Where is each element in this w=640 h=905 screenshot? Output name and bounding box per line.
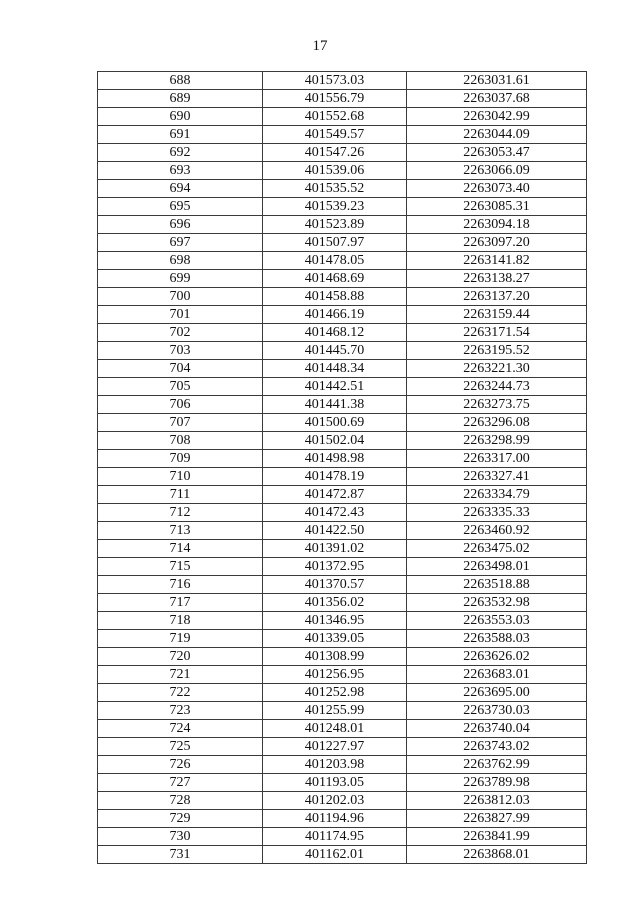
- x-coordinate-cell: 401370.57: [263, 576, 407, 594]
- point-number-cell: 688: [98, 72, 263, 90]
- x-coordinate-cell: 401556.79: [263, 90, 407, 108]
- point-number-cell: 702: [98, 324, 263, 342]
- table-row: [98, 558, 587, 576]
- table-row: [98, 630, 587, 648]
- point-number-cell: 718: [98, 612, 263, 630]
- y-coordinate-cell: 2263841.99: [407, 828, 587, 846]
- x-coordinate-cell: 401468.69: [263, 270, 407, 288]
- point-number-cell: 722: [98, 684, 263, 702]
- y-coordinate-cell: 2263094.18: [407, 216, 587, 234]
- point-number-cell: 729: [98, 810, 263, 828]
- page-number: 17: [312, 38, 328, 54]
- y-coordinate-cell: 2263195.52: [407, 342, 587, 360]
- point-number-cell: 692: [98, 144, 263, 162]
- y-coordinate-cell: 2263073.40: [407, 180, 587, 198]
- table-row: [98, 414, 587, 432]
- point-number-cell: 717: [98, 594, 263, 612]
- point-number-cell: 689: [98, 90, 263, 108]
- y-coordinate-cell: 2263518.88: [407, 576, 587, 594]
- point-number-cell: 731: [98, 846, 263, 864]
- point-number-cell: 701: [98, 306, 263, 324]
- x-coordinate-cell: 401472.87: [263, 486, 407, 504]
- x-coordinate-cell: 401502.04: [263, 432, 407, 450]
- point-number-cell: 698: [98, 252, 263, 270]
- table-row: [98, 720, 587, 738]
- table-row: [98, 468, 587, 486]
- y-coordinate-cell: 2263221.30: [407, 360, 587, 378]
- point-number-cell: 711: [98, 486, 263, 504]
- table-row: [98, 648, 587, 666]
- y-coordinate-cell: 2263138.27: [407, 270, 587, 288]
- y-coordinate-cell: 2263044.09: [407, 126, 587, 144]
- table-row: [98, 288, 587, 306]
- table-row: [98, 108, 587, 126]
- y-coordinate-cell: 2263827.99: [407, 810, 587, 828]
- table-row: [98, 738, 587, 756]
- x-coordinate-cell: 401194.96: [263, 810, 407, 828]
- table-row: [98, 522, 587, 540]
- y-coordinate-cell: 2263868.01: [407, 846, 587, 864]
- y-coordinate-cell: 2263298.99: [407, 432, 587, 450]
- x-coordinate-cell: 401162.01: [263, 846, 407, 864]
- x-coordinate-cell: 401252.98: [263, 684, 407, 702]
- table-row: [98, 324, 587, 342]
- x-coordinate-cell: 401500.69: [263, 414, 407, 432]
- table-row: [98, 504, 587, 522]
- table-row: [98, 612, 587, 630]
- y-coordinate-cell: 2263037.68: [407, 90, 587, 108]
- table-row: [98, 594, 587, 612]
- y-coordinate-cell: 2263588.03: [407, 630, 587, 648]
- x-coordinate-cell: 401507.97: [263, 234, 407, 252]
- table-row: [98, 234, 587, 252]
- y-coordinate-cell: 2263141.82: [407, 252, 587, 270]
- x-coordinate-cell: 401391.02: [263, 540, 407, 558]
- table-row: [98, 666, 587, 684]
- point-number-cell: 714: [98, 540, 263, 558]
- coordinates-table-body: [98, 72, 587, 864]
- y-coordinate-cell: 2263334.79: [407, 486, 587, 504]
- table-row: [98, 198, 587, 216]
- x-coordinate-cell: 401549.57: [263, 126, 407, 144]
- table-row: [98, 216, 587, 234]
- point-number-cell: 707: [98, 414, 263, 432]
- point-number-cell: 720: [98, 648, 263, 666]
- y-coordinate-cell: 2263053.47: [407, 144, 587, 162]
- table-row: [98, 270, 587, 288]
- table-row: [98, 378, 587, 396]
- y-coordinate-cell: 2263296.08: [407, 414, 587, 432]
- x-coordinate-cell: 401466.19: [263, 306, 407, 324]
- table-row: [98, 756, 587, 774]
- y-coordinate-cell: 2263460.92: [407, 522, 587, 540]
- y-coordinate-cell: 2263244.73: [407, 378, 587, 396]
- x-coordinate-cell: 401445.70: [263, 342, 407, 360]
- x-coordinate-cell: 401573.03: [263, 72, 407, 90]
- point-number-cell: 706: [98, 396, 263, 414]
- x-coordinate-cell: 401255.99: [263, 702, 407, 720]
- y-coordinate-cell: 2263273.75: [407, 396, 587, 414]
- x-coordinate-cell: 401478.19: [263, 468, 407, 486]
- x-coordinate-cell: 401256.95: [263, 666, 407, 684]
- y-coordinate-cell: 2263137.20: [407, 288, 587, 306]
- point-number-cell: 691: [98, 126, 263, 144]
- point-number-cell: 708: [98, 432, 263, 450]
- y-coordinate-cell: 2263475.02: [407, 540, 587, 558]
- y-coordinate-cell: 2263683.01: [407, 666, 587, 684]
- point-number-cell: 700: [98, 288, 263, 306]
- table-row: [98, 540, 587, 558]
- point-number-cell: 713: [98, 522, 263, 540]
- x-coordinate-cell: 401203.98: [263, 756, 407, 774]
- point-number-cell: 712: [98, 504, 263, 522]
- table-row: [98, 90, 587, 108]
- point-number-cell: 695: [98, 198, 263, 216]
- point-number-cell: 694: [98, 180, 263, 198]
- point-number-cell: 703: [98, 342, 263, 360]
- y-coordinate-cell: 2263066.09: [407, 162, 587, 180]
- y-coordinate-cell: 2263171.54: [407, 324, 587, 342]
- x-coordinate-cell: 401248.01: [263, 720, 407, 738]
- x-coordinate-cell: 401468.12: [263, 324, 407, 342]
- x-coordinate-cell: 401547.26: [263, 144, 407, 162]
- x-coordinate-cell: 401478.05: [263, 252, 407, 270]
- table-row: [98, 360, 587, 378]
- table-row: [98, 162, 587, 180]
- table-row: [98, 306, 587, 324]
- table-row: [98, 180, 587, 198]
- point-number-cell: 699: [98, 270, 263, 288]
- y-coordinate-cell: 2263740.04: [407, 720, 587, 738]
- table-row: [98, 342, 587, 360]
- x-coordinate-cell: 401448.34: [263, 360, 407, 378]
- y-coordinate-cell: 2263327.41: [407, 468, 587, 486]
- point-number-cell: 696: [98, 216, 263, 234]
- x-coordinate-cell: 401227.97: [263, 738, 407, 756]
- point-number-cell: 725: [98, 738, 263, 756]
- point-number-cell: 719: [98, 630, 263, 648]
- table-row: [98, 684, 587, 702]
- x-coordinate-cell: 401308.99: [263, 648, 407, 666]
- table-row: [98, 828, 587, 846]
- y-coordinate-cell: 2263762.99: [407, 756, 587, 774]
- x-coordinate-cell: 401458.88: [263, 288, 407, 306]
- table-row: [98, 72, 587, 90]
- point-number-cell: 690: [98, 108, 263, 126]
- table-row: [98, 252, 587, 270]
- x-coordinate-cell: 401523.89: [263, 216, 407, 234]
- y-coordinate-cell: 2263695.00: [407, 684, 587, 702]
- point-number-cell: 705: [98, 378, 263, 396]
- y-coordinate-cell: 2263031.61: [407, 72, 587, 90]
- x-coordinate-cell: 401356.02: [263, 594, 407, 612]
- x-coordinate-cell: 401441.38: [263, 396, 407, 414]
- y-coordinate-cell: 2263553.03: [407, 612, 587, 630]
- table-row: [98, 126, 587, 144]
- x-coordinate-cell: 401193.05: [263, 774, 407, 792]
- y-coordinate-cell: 2263085.31: [407, 198, 587, 216]
- point-number-cell: 715: [98, 558, 263, 576]
- y-coordinate-cell: 2263730.03: [407, 702, 587, 720]
- y-coordinate-cell: 2263498.01: [407, 558, 587, 576]
- x-coordinate-cell: 401202.03: [263, 792, 407, 810]
- y-coordinate-cell: 2263317.00: [407, 450, 587, 468]
- y-coordinate-cell: 2263626.02: [407, 648, 587, 666]
- point-number-cell: 724: [98, 720, 263, 738]
- x-coordinate-cell: 401339.05: [263, 630, 407, 648]
- x-coordinate-cell: 401552.68: [263, 108, 407, 126]
- x-coordinate-cell: 401372.95: [263, 558, 407, 576]
- point-number-cell: 716: [98, 576, 263, 594]
- point-number-cell: 723: [98, 702, 263, 720]
- y-coordinate-cell: 2263812.03: [407, 792, 587, 810]
- coordinates-table: [97, 71, 587, 864]
- table-row: [98, 792, 587, 810]
- y-coordinate-cell: 2263743.02: [407, 738, 587, 756]
- table-row: [98, 576, 587, 594]
- y-coordinate-cell: 2263042.99: [407, 108, 587, 126]
- table-row: [98, 774, 587, 792]
- x-coordinate-cell: 401472.43: [263, 504, 407, 522]
- y-coordinate-cell: 2263789.98: [407, 774, 587, 792]
- x-coordinate-cell: 401422.50: [263, 522, 407, 540]
- point-number-cell: 704: [98, 360, 263, 378]
- point-number-cell: 709: [98, 450, 263, 468]
- point-number-cell: 693: [98, 162, 263, 180]
- table-row: [98, 486, 587, 504]
- point-number-cell: 728: [98, 792, 263, 810]
- y-coordinate-cell: 2263532.98: [407, 594, 587, 612]
- y-coordinate-cell: 2263097.20: [407, 234, 587, 252]
- table-row: [98, 396, 587, 414]
- point-number-cell: 697: [98, 234, 263, 252]
- point-number-cell: 726: [98, 756, 263, 774]
- y-coordinate-cell: 2263335.33: [407, 504, 587, 522]
- point-number-cell: 730: [98, 828, 263, 846]
- table-row: [98, 450, 587, 468]
- x-coordinate-cell: 401442.51: [263, 378, 407, 396]
- table-row: [98, 810, 587, 828]
- x-coordinate-cell: 401498.98: [263, 450, 407, 468]
- x-coordinate-cell: 401174.95: [263, 828, 407, 846]
- table-row: [98, 702, 587, 720]
- point-number-cell: 710: [98, 468, 263, 486]
- point-number-cell: 721: [98, 666, 263, 684]
- x-coordinate-cell: 401535.52: [263, 180, 407, 198]
- y-coordinate-cell: 2263159.44: [407, 306, 587, 324]
- table-row: [98, 144, 587, 162]
- x-coordinate-cell: 401539.23: [263, 198, 407, 216]
- x-coordinate-cell: 401539.06: [263, 162, 407, 180]
- table-row: [98, 846, 587, 864]
- x-coordinate-cell: 401346.95: [263, 612, 407, 630]
- table-row: [98, 432, 587, 450]
- point-number-cell: 727: [98, 774, 263, 792]
